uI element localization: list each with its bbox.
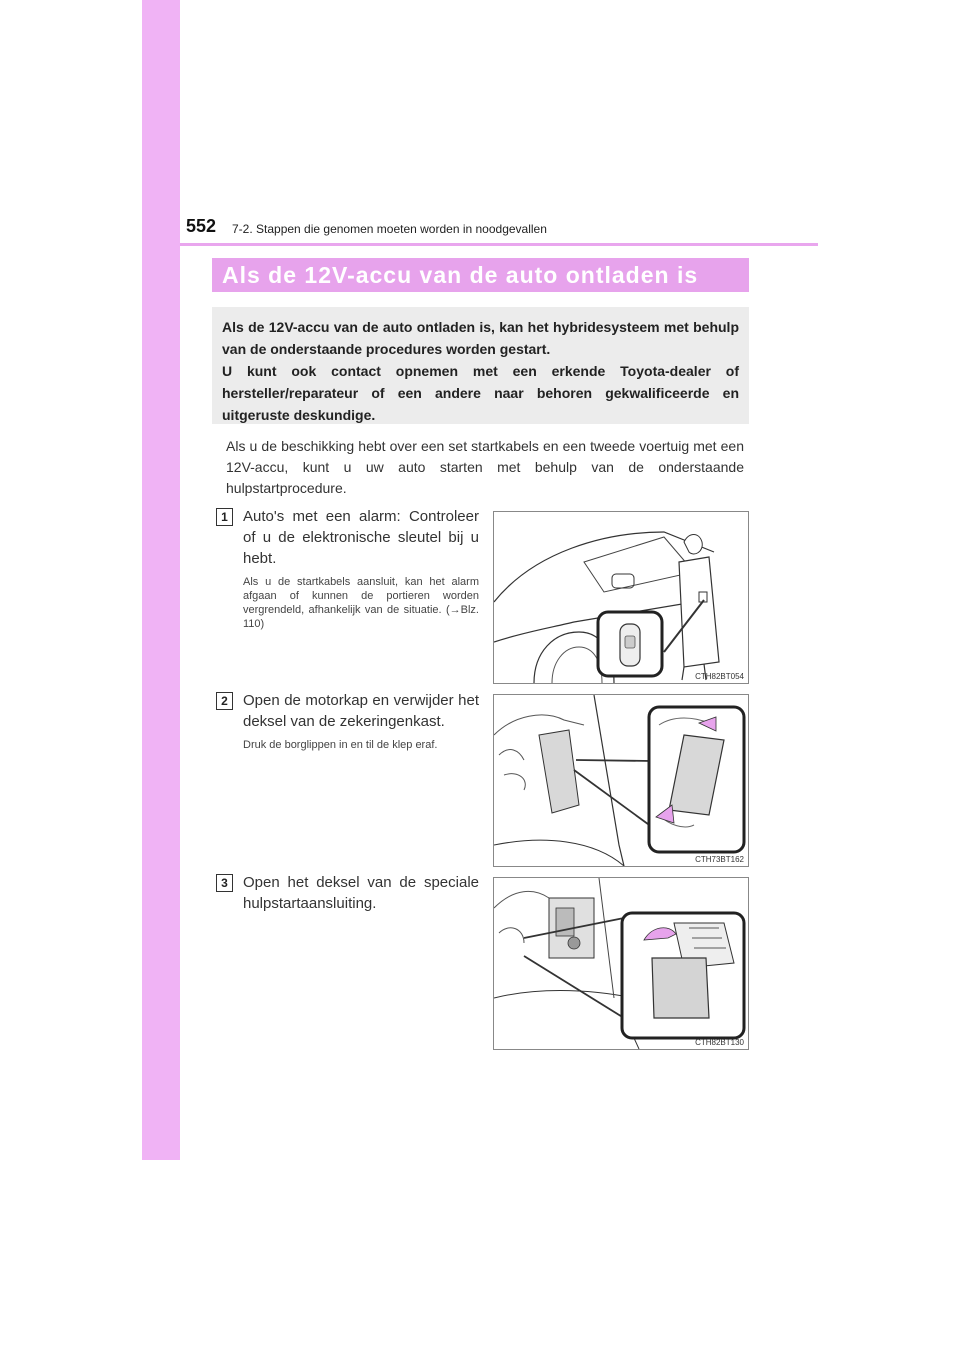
car-and-key-illustration [494,512,748,683]
figure-step-1-electronic-key [493,511,749,684]
intro-paragraph-1: Als de 12V-accu van de auto ontladen is, kan het hybridesysteem met behulp van de onderstaande procedures worden gestart. [222,319,739,357]
section-title: Als de 12V-accu van de auto ontladen is [212,258,749,292]
figure-step-3-jump-start-terminal [493,877,749,1050]
jump-start-terminal-illustration [494,878,748,1049]
header-rule [180,243,818,246]
section-path: 7-2. Stappen die genomen moeten worden in noodgevallen [232,222,547,236]
step-1-note: Als u de startkabels aansluit, kan het alarm afgaan of kunnen de portieren worden vergrendeld, afhankelijk van de situatie. (→Blz. 110) [243,576,479,630]
intro-box [212,307,749,424]
page-number: 552 [186,216,217,236]
step-1-text: Auto's met een alarm: Controleer of u de elektronische sleutel bij u hebt. [243,508,479,567]
step-3-text: Open het deksel van de speciale hulpstartaansluiting. [243,874,479,912]
step-2-note: Druk de borglippen in en til de klep eraf. [243,739,438,751]
step-2-number: 2 [216,692,233,710]
figure-code: CTH82BT054 [695,672,744,681]
fuse-box-illustration [494,695,748,866]
figure-code: CTH82BT130 [695,1038,744,1047]
step-3-number: 3 [216,874,233,892]
figure-code: CTH73BT162 [695,855,744,864]
chapter-side-strip [142,0,180,1160]
intro-paragraph-2: U kunt ook contact opnemen met een erkende Toyota-dealer of hersteller/reparateur of een andere naar behoren gekwalificeerde en uitgeruste deskundige. [222,363,739,423]
step-2-text: Open de motorkap en verwijder het deksel van de zekeringenkast. [243,692,479,730]
step-1-number: 1 [216,508,233,526]
body-paragraph: Als u de beschikking hebt over een set startkabels en een tweede voertuig met een 12V-accu, kunt u uw auto starten met behulp van de onderstaande hulpstartprocedure. [226,438,744,496]
figure-step-2-fuse-box [493,694,749,867]
